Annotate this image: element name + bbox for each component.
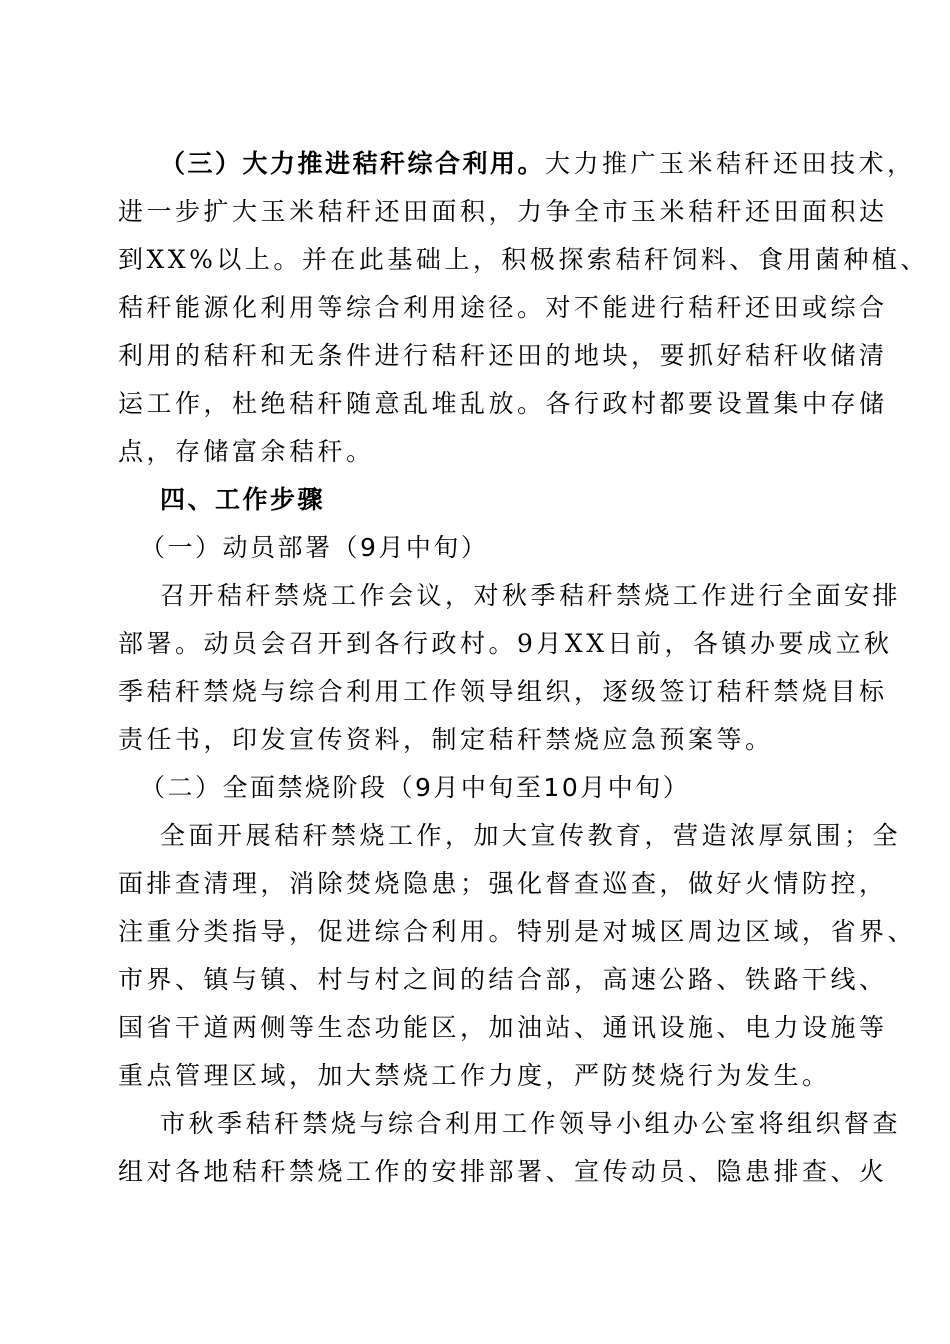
paragraph-line: 部署。动员会召开到各行政村。9月XX日前，各镇办要成立秋: [118, 629, 893, 658]
paragraph-line: 市秋季秸秆禁烧与综合利用工作领导小组办公室将组织督查: [160, 1109, 902, 1138]
paragraph-line: 季秸秆禁烧与综合利用工作领导组织，逐级签订秸秆禁烧目标: [118, 677, 888, 706]
paragraph-line: 运工作，杜绝秸秆随意乱堆乱放。各行政村都要设置集中存储: [118, 389, 888, 418]
paragraph-line: 责任书，印发宣传资料，制定秸秆禁烧应急预案等。: [118, 725, 774, 754]
paragraph-line: 秸秆能源化利用等综合利用途径。对不能进行秸秆还田或综合: [118, 293, 888, 322]
paragraph-line: 进一步扩大玉米秸秆还田面积，力争全市玉米秸秆还田面积达: [118, 197, 888, 226]
subsection-heading: （一）动员部署（9月中旬）: [140, 533, 489, 562]
paragraph-line: 利用的秸秆和无条件进行秸秆还田的地块，要抓好秸秆收储清: [118, 341, 888, 370]
section-heading: 四、工作步骤: [160, 485, 326, 514]
paragraph-line: 点，存储富余秸秆。: [118, 437, 375, 466]
section-three-heading: （三）大力推进秸秆综合利用。: [160, 149, 546, 178]
section-three-first-line: [0, 140, 950, 188]
paragraph-line: 市界、镇与镇、村与村之间的结合部，高速公路、铁路干线、: [118, 965, 888, 994]
paragraph-line: 召开秸秆禁烧工作会议，对秋季秸秆禁烧工作进行全面安排: [160, 581, 902, 610]
paragraph-line: 重点管理区域，加大禁烧工作力度，严防焚烧行为发生。: [118, 1061, 831, 1090]
section-three-first-line-text: 大力推广玉米秸秆还田技术，: [545, 149, 916, 178]
paragraph-line: 组对各地秸秆禁烧工作的安排部署、宣传动员、隐患排查、火: [118, 1157, 888, 1186]
paragraph-line: 国省干道两侧等生态功能区，加油站、通讯设施、电力设施等: [118, 1013, 888, 1042]
subsection-heading: （二）全面禁烧阶段（9月中旬至10月中旬）: [140, 773, 691, 802]
paragraph-line: 全面开展秸秆禁烧工作，加大宣传教育，营造浓厚氛围；全: [160, 821, 902, 850]
paragraph-line: 面排查清理，消除焚烧隐患；强化督查巡查，做好火情防控，: [118, 869, 888, 898]
paragraph-line: 注重分类指导，促进综合利用。特别是对城区周边区域，省界、: [118, 917, 917, 946]
paragraph-line: 到XX%以上。并在此基础上，积极探索秸秆饲料、食用菌种植、: [118, 245, 929, 274]
